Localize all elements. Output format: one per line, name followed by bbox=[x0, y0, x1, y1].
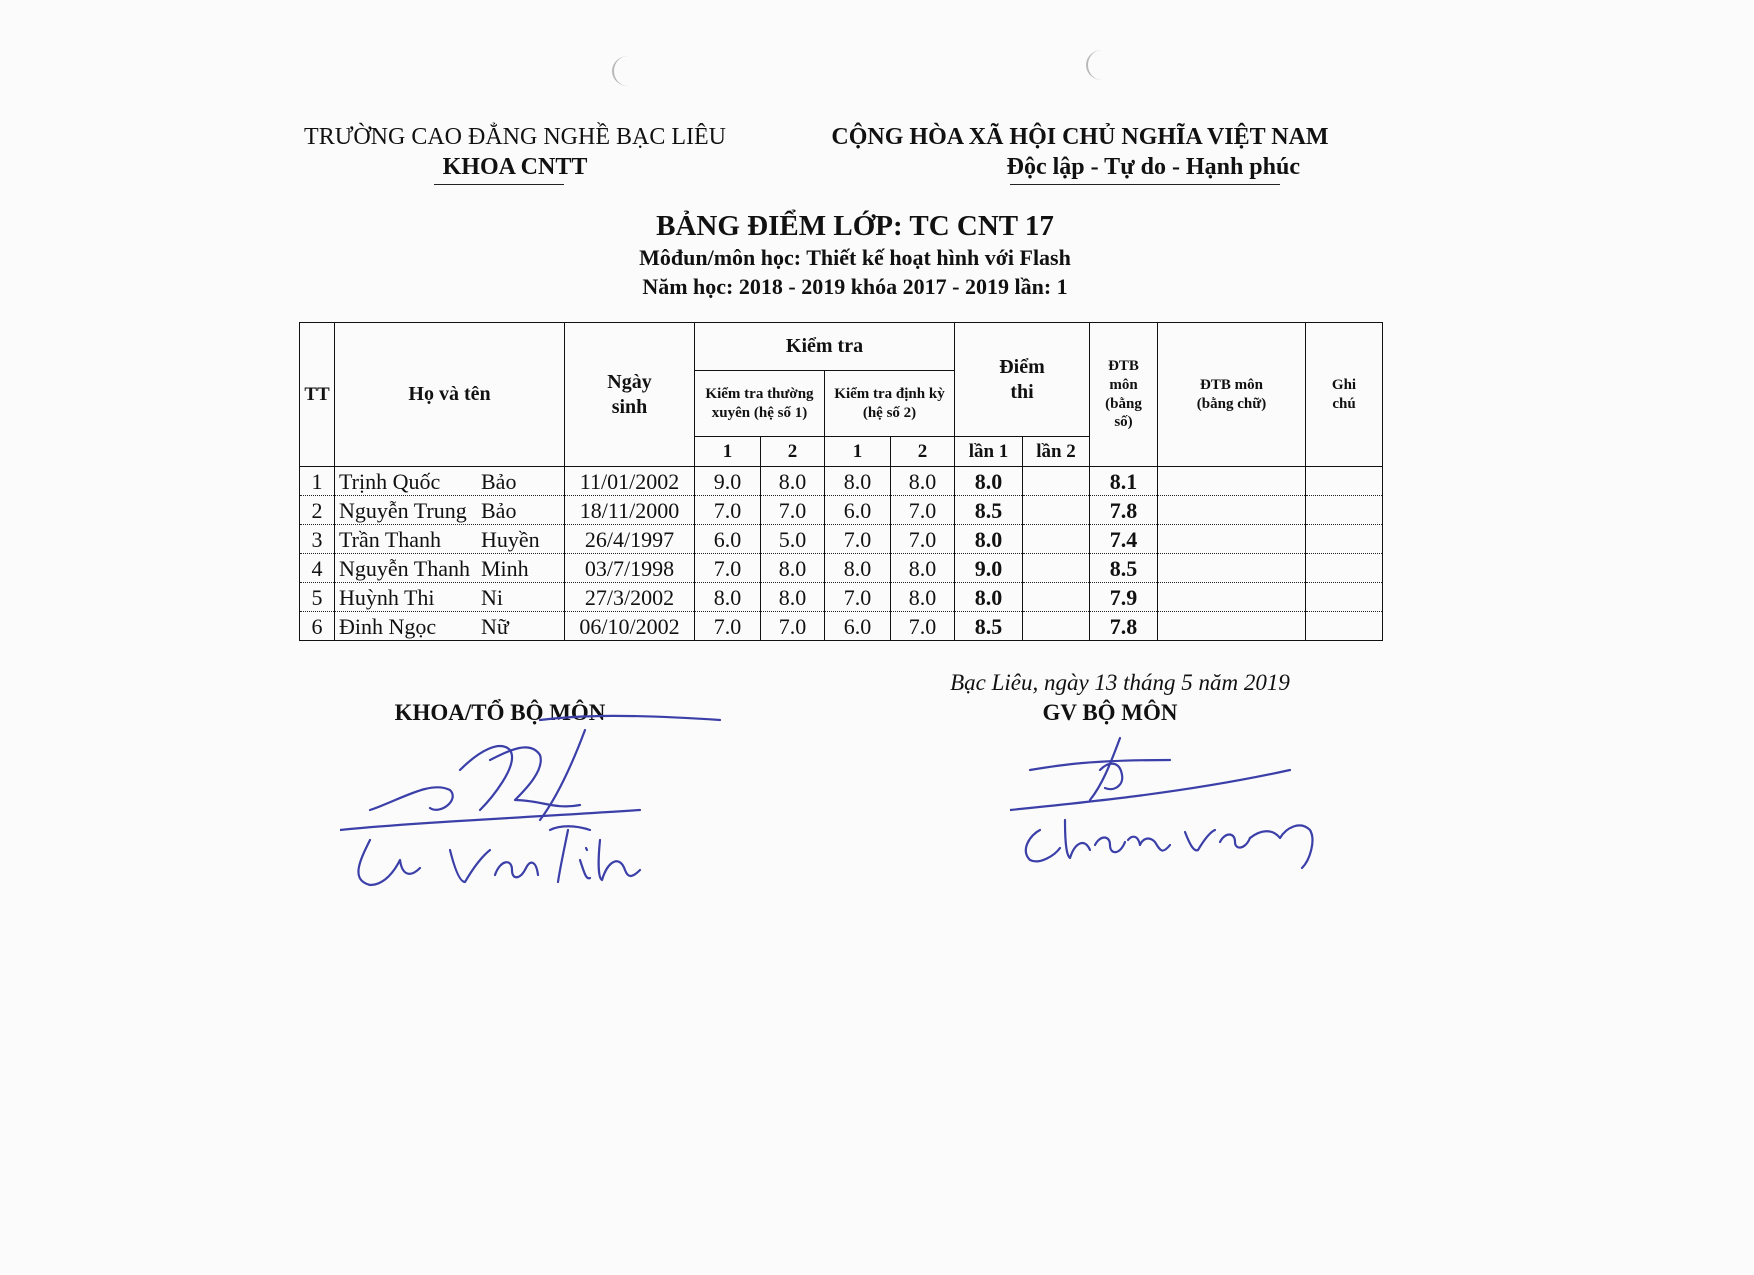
cell-avg-words bbox=[1158, 554, 1306, 583]
cell-tt: 1 bbox=[300, 467, 335, 496]
cell-note bbox=[1306, 554, 1383, 583]
cell-exam-2 bbox=[1023, 525, 1090, 554]
cell-note bbox=[1306, 612, 1383, 641]
cell-periodic-2: 8.0 bbox=[891, 554, 955, 583]
cell-dob: 11/01/2002 bbox=[565, 467, 695, 496]
cell-exam-1: 8.5 bbox=[955, 496, 1023, 525]
header-note bbox=[1306, 323, 1383, 467]
cell-periodic-2: 7.0 bbox=[891, 525, 955, 554]
cell-exam-2 bbox=[1023, 612, 1090, 641]
cell-last-name: Bảo bbox=[481, 469, 517, 494]
cell-last-name: Bảo bbox=[481, 498, 517, 523]
cell-periodic-2: 7.0 bbox=[891, 612, 955, 641]
cell-periodic-1: 7.0 bbox=[825, 583, 891, 612]
header-exam-attempt-1: lần 1 bbox=[955, 437, 1023, 467]
cell-avg-words bbox=[1158, 467, 1306, 496]
cell-tt: 3 bbox=[300, 525, 335, 554]
cell-avg-number: 7.8 bbox=[1090, 496, 1158, 525]
cell-note bbox=[1306, 525, 1383, 554]
header-periodic-test-text: Kiểm tra định kỳ (hệ số 2) bbox=[834, 385, 945, 421]
header-periodic-2: 2 bbox=[891, 437, 955, 467]
cell-last-name: Huyền bbox=[481, 527, 540, 552]
document-title: BẢNG ĐIỂM LỚP: TC CNT 17 bbox=[656, 210, 1054, 242]
cell-avg-words bbox=[1158, 583, 1306, 612]
nation-name: CỘNG HÒA XÃ HỘI CHỦ NGHĨA VIỆT NAM bbox=[831, 124, 1329, 150]
motto-underline bbox=[1010, 184, 1280, 185]
cell-last-name: Nữ bbox=[481, 614, 509, 639]
table-row bbox=[300, 612, 1383, 641]
cell-dob: 06/10/2002 bbox=[565, 612, 695, 641]
header-name: Họ và tên bbox=[335, 323, 565, 467]
cell-last-name: Ni bbox=[481, 585, 503, 610]
header-exam-attempt-2: lần 2 bbox=[1023, 437, 1090, 467]
department-signature-icon bbox=[340, 710, 740, 900]
cell-avg-number: 7.9 bbox=[1090, 583, 1158, 612]
cell-exam-1: 8.0 bbox=[955, 583, 1023, 612]
cell-exam-1: 8.0 bbox=[955, 525, 1023, 554]
cell-periodic-2: 7.0 bbox=[891, 496, 955, 525]
cell-regular-2: 7.0 bbox=[761, 612, 825, 641]
cell-avg-words bbox=[1158, 612, 1306, 641]
cell-periodic-1: 8.0 bbox=[825, 467, 891, 496]
cell-regular-1: 6.0 bbox=[695, 525, 761, 554]
cell-last-name: Minh bbox=[481, 556, 529, 581]
cell-regular-1: 7.0 bbox=[695, 496, 761, 525]
header-periodic-1: 1 bbox=[825, 437, 891, 467]
cell-first-name: Đinh Ngọc bbox=[339, 614, 437, 639]
cell-name bbox=[335, 554, 565, 583]
cell-first-name: Huỳnh Thi bbox=[339, 585, 435, 610]
cell-regular-1: 8.0 bbox=[695, 583, 761, 612]
header-exam bbox=[955, 323, 1090, 437]
cell-regular-1: 9.0 bbox=[695, 467, 761, 496]
cell-avg-number: 8.1 bbox=[1090, 467, 1158, 496]
cell-dob: 03/7/1998 bbox=[565, 554, 695, 583]
cell-name bbox=[335, 496, 565, 525]
cell-periodic-1: 7.0 bbox=[825, 525, 891, 554]
academic-year-line: Năm học: 2018 - 2019 khóa 2017 - 2019 lần: 1 bbox=[642, 274, 1068, 299]
header-exam-text: Điểm thi bbox=[999, 355, 1045, 403]
cell-avg-words bbox=[1158, 525, 1306, 554]
header-tt: TT bbox=[300, 323, 335, 467]
grades-table bbox=[299, 322, 1383, 641]
cell-tt: 4 bbox=[300, 554, 335, 583]
cell-name bbox=[335, 612, 565, 641]
cell-regular-2: 8.0 bbox=[761, 583, 825, 612]
cell-regular-2: 5.0 bbox=[761, 525, 825, 554]
punch-hole-left bbox=[612, 56, 644, 86]
cell-regular-1: 7.0 bbox=[695, 612, 761, 641]
cell-exam-2 bbox=[1023, 467, 1090, 496]
school-name: TRƯỜNG CAO ĐẲNG NGHỀ BẠC LIÊU bbox=[304, 124, 726, 150]
table-row bbox=[300, 467, 1383, 496]
cell-dob: 26/4/1997 bbox=[565, 525, 695, 554]
cell-avg-number: 8.5 bbox=[1090, 554, 1158, 583]
cell-regular-1: 7.0 bbox=[695, 554, 761, 583]
subject-line: Môđun/môn học: Thiết kế hoạt hình với Flash bbox=[639, 245, 1071, 270]
cell-dob: 18/11/2000 bbox=[565, 496, 695, 525]
cell-first-name: Nguyễn Trung bbox=[339, 498, 467, 523]
cell-avg-words bbox=[1158, 496, 1306, 525]
header-dob bbox=[565, 323, 695, 467]
cell-periodic-1: 6.0 bbox=[825, 612, 891, 641]
department-signature-title: KHOA/TỔ BỘ MÔN bbox=[394, 700, 606, 725]
place-date: Bạc Liêu, ngày 13 tháng 5 năm 2019 bbox=[950, 670, 1290, 695]
header-regular-1: 1 bbox=[695, 437, 761, 467]
cell-regular-2: 8.0 bbox=[761, 467, 825, 496]
teacher-signature-title: GV BỘ MÔN bbox=[1042, 700, 1178, 725]
cell-tt: 6 bbox=[300, 612, 335, 641]
header-tests: Kiểm tra bbox=[695, 323, 955, 371]
cell-exam-1: 8.5 bbox=[955, 612, 1023, 641]
header-periodic-test bbox=[825, 371, 955, 437]
teacher-signature-icon bbox=[1010, 730, 1350, 880]
table-row bbox=[300, 525, 1383, 554]
table-row bbox=[300, 583, 1383, 612]
cell-avg-number: 7.8 bbox=[1090, 612, 1158, 641]
national-motto: Độc lập - Tự do - Hạnh phúc bbox=[1006, 154, 1300, 180]
cell-note bbox=[1306, 467, 1383, 496]
cell-name bbox=[335, 583, 565, 612]
cell-tt: 5 bbox=[300, 583, 335, 612]
punch-hole-right bbox=[1086, 50, 1118, 80]
cell-regular-2: 7.0 bbox=[761, 496, 825, 525]
header-note-text: Ghi chú bbox=[1331, 376, 1357, 412]
cell-exam-1: 9.0 bbox=[955, 554, 1023, 583]
header-avg-number bbox=[1090, 323, 1158, 467]
table-row bbox=[300, 496, 1383, 525]
cell-note bbox=[1306, 496, 1383, 525]
cell-avg-number: 7.4 bbox=[1090, 525, 1158, 554]
cell-periodic-1: 8.0 bbox=[825, 554, 891, 583]
cell-note bbox=[1306, 583, 1383, 612]
cell-exam-1: 8.0 bbox=[955, 467, 1023, 496]
cell-name bbox=[335, 467, 565, 496]
cell-exam-2 bbox=[1023, 583, 1090, 612]
header-regular-2: 2 bbox=[761, 437, 825, 467]
department-underline bbox=[434, 184, 564, 185]
cell-exam-2 bbox=[1023, 554, 1090, 583]
header-regular-test-text: Kiểm tra thường xuyên (hệ số 1) bbox=[705, 385, 814, 421]
table-row bbox=[300, 554, 1383, 583]
cell-name bbox=[335, 525, 565, 554]
cell-tt: 2 bbox=[300, 496, 335, 525]
cell-first-name: Trần Thanh bbox=[339, 527, 442, 552]
cell-periodic-2: 8.0 bbox=[891, 583, 955, 612]
cell-regular-2: 8.0 bbox=[761, 554, 825, 583]
header-avg-words bbox=[1158, 323, 1306, 467]
cell-periodic-1: 6.0 bbox=[825, 496, 891, 525]
header-regular-test bbox=[695, 371, 825, 437]
cell-first-name: Trịnh Quốc bbox=[339, 469, 441, 494]
header-avg-words-text: ĐTB môn (bằng chữ) bbox=[1196, 376, 1267, 412]
cell-exam-2 bbox=[1023, 496, 1090, 525]
department-name: KHOA CNTT bbox=[442, 154, 588, 180]
cell-periodic-2: 8.0 bbox=[891, 467, 955, 496]
header-avg-number-text: ĐTB môn (bằng số) bbox=[1105, 358, 1142, 431]
cell-dob: 27/3/2002 bbox=[565, 583, 695, 612]
cell-first-name: Nguyễn Thanh bbox=[339, 556, 470, 581]
header-dob-text: Ngày sinh bbox=[607, 370, 652, 418]
